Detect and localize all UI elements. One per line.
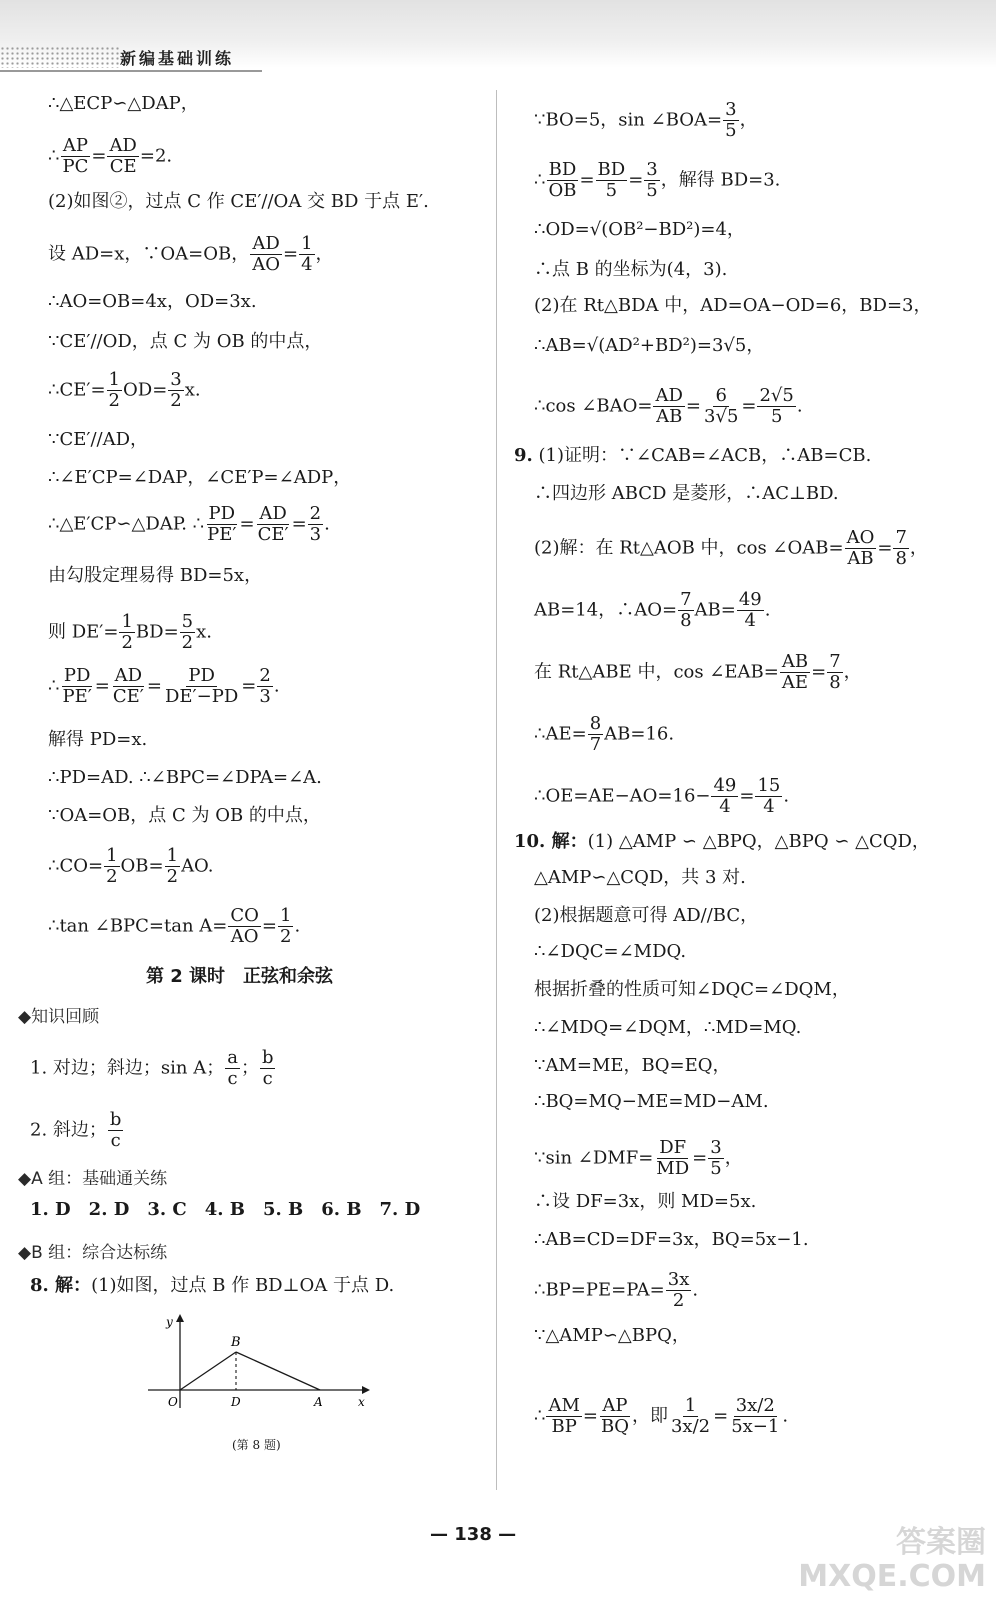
denominator: PE′ [207, 524, 237, 545]
denominator: PE′ [62, 686, 92, 707]
denominator: 5 [646, 180, 658, 201]
fraction [708, 1138, 723, 1179]
section-group-a: ◆A 组：基础通关练 [18, 1169, 168, 1189]
text: . [764, 599, 771, 621]
numerator: 1 [166, 845, 179, 866]
header-rule [0, 70, 262, 72]
fraction [711, 776, 738, 817]
fraction [104, 846, 119, 887]
text: OB= [120, 855, 164, 877]
denominator: BQ [600, 1416, 629, 1437]
numerator: 3 [725, 99, 737, 120]
text: BD= [135, 621, 179, 643]
text: ， [315, 243, 334, 265]
denominator: c [110, 1130, 121, 1151]
text: = [741, 395, 757, 417]
left-line-7 [48, 370, 201, 411]
numerator: AP [62, 135, 88, 156]
fraction [107, 370, 122, 411]
text: . [783, 785, 790, 807]
right-line-20: ∴BQ=MQ−ME=MD−AM. [534, 1091, 769, 1112]
fraction [893, 528, 908, 569]
denominator: 5 [605, 180, 618, 201]
numerator: a [227, 1047, 238, 1068]
denominator: CE′ [112, 686, 144, 707]
left-line-16: ∵OA=OB，点 C 为 OB 的中点， [48, 805, 321, 826]
denominator: BP [551, 1416, 577, 1437]
numerator: 1 [280, 905, 292, 926]
text: = [94, 675, 110, 697]
text: = [628, 169, 644, 191]
text: ∴ [534, 169, 546, 191]
text: x. [184, 379, 201, 401]
text: = [239, 513, 255, 535]
denominator: 2 [181, 632, 194, 653]
left-line-5: ∴AO=OB=4x，OD=3x. [48, 291, 257, 312]
fraction [757, 386, 795, 427]
numerator: AD [259, 503, 287, 524]
segment-BA [236, 1352, 320, 1390]
right-line-15: (2)根据题意可得 AD//BC， [534, 905, 759, 926]
label-D: D [231, 1395, 241, 1409]
fraction [737, 590, 764, 631]
question-8-line [30, 1274, 394, 1298]
label-y: y [166, 1315, 173, 1329]
denominator: 2 [108, 390, 120, 411]
section-group-b: ◆B 组：综合达标练 [18, 1243, 168, 1263]
right-line-16: ∴∠DQC=∠MDQ. [534, 941, 687, 962]
text: . [324, 513, 330, 535]
left-line-9: ∴∠E′CP=∠DAP，∠CE′P=∠ADP， [48, 467, 352, 488]
denominator: 7 [589, 734, 602, 755]
denominator: 2 [672, 1290, 685, 1311]
left-line-10 [48, 504, 330, 545]
denominator: 3 [259, 686, 271, 707]
text: 在 Rt△ABE 中，cos ∠EAB= [534, 661, 779, 683]
left-line-14: 解得 PD=x. [48, 729, 148, 750]
right-line-10 [534, 590, 770, 631]
text: AO. [181, 855, 214, 877]
fraction [299, 234, 314, 275]
text: ∴ [48, 675, 60, 697]
right-line-19: ∵AM=ME，BQ=EQ， [534, 1055, 731, 1076]
fraction [654, 1138, 691, 1179]
denominator: 4 [763, 796, 775, 817]
denominator: 2 [106, 866, 118, 887]
page-number-value: 138 [454, 1524, 492, 1545]
page-number: — 138 — [430, 1524, 517, 1545]
right-line-25: ∵△AMP∽△BPQ， [534, 1325, 690, 1346]
watermark-line-1: 答案圈 [896, 1525, 986, 1560]
text: = [811, 661, 827, 683]
numerator: 1 [108, 369, 120, 390]
fraction [546, 160, 578, 201]
left-line-3: (2)如图②，过点 C 作 CE′//OA 交 BD 于点 E′. [48, 191, 429, 212]
numerator: AB [781, 651, 809, 672]
denominator: AB [656, 406, 683, 427]
fraction [165, 846, 180, 887]
text: ∴CE′= [48, 379, 106, 401]
right-line-6: ∴AB=√(AD²+BD²)=3√5， [534, 335, 765, 356]
numerator: AO [846, 527, 875, 548]
fraction [729, 1396, 781, 1437]
denominator: PC [62, 156, 89, 177]
fraction [180, 612, 195, 653]
numerator: AD [109, 135, 137, 156]
numerator: AM [548, 1395, 580, 1416]
question-8-text: (1)如图，过点 B 作 BD⊥OA 于点 D. [91, 1275, 395, 1296]
text: ∵BO=5，sin ∠BOA= [534, 109, 723, 131]
numerator: 5 [181, 611, 194, 632]
question-9-text: ∵∠CAB=∠ACB，∴AB=CB. [618, 445, 872, 466]
header-dot-pattern [0, 46, 120, 68]
question-10-label: 10. 解： [514, 831, 588, 852]
denominator: OB [548, 180, 577, 201]
right-line-18: ∴∠MDQ=∠DQM，∴MD=MQ. [534, 1017, 802, 1038]
right-line-7 [534, 386, 803, 427]
text: = [579, 169, 595, 191]
right-line-1 [534, 100, 758, 141]
right-line-3: ∴OD=√(OB²−BD²)=4， [534, 219, 745, 240]
denominator: AO [252, 254, 280, 275]
question-8-label: 8. 解： [30, 1275, 92, 1296]
label-A: A [314, 1395, 323, 1409]
numerator: 1 [106, 845, 118, 866]
fraction [60, 666, 93, 707]
question-10-text: (1) △AMP ∽ △BPQ，△BPQ ∽ △CQD， [587, 831, 930, 852]
fraction [546, 1396, 581, 1437]
label-B: B [231, 1335, 241, 1350]
numerator: DF [659, 1137, 687, 1158]
right-line-8: ∴四边形 ABCD 是菱形，∴AC⊥BD. [534, 483, 839, 504]
column-divider [496, 90, 497, 1490]
text: ∴CO= [48, 855, 104, 877]
fraction [845, 528, 877, 569]
denominator: 3 [309, 524, 322, 545]
left-line-18 [48, 906, 300, 947]
denominator: 5 [770, 406, 783, 427]
right-line-23: ∴AB=CD=DF=3x，BQ=5x−1. [534, 1229, 809, 1250]
numerator: PD [188, 665, 215, 686]
fraction [644, 160, 659, 201]
text: 1. 对边；斜边；sin A； [30, 1057, 225, 1079]
numerator: 1 [121, 611, 133, 632]
denominator: c [227, 1068, 238, 1089]
denominator: c [262, 1068, 273, 1089]
fraction [599, 1396, 631, 1437]
text: AB= [694, 599, 736, 621]
fraction [755, 776, 782, 817]
denominator: 8 [895, 548, 907, 569]
text: 2. 斜边； [30, 1119, 107, 1141]
fraction [250, 234, 282, 275]
fraction [596, 160, 628, 201]
text: ，即 [631, 1405, 668, 1427]
left-line-4 [48, 234, 334, 275]
text: ， [739, 109, 758, 131]
fraction [257, 666, 272, 707]
right-line-4: ∴点 B 的坐标为(4，3). [534, 259, 728, 280]
fraction [119, 612, 134, 653]
fraction [256, 504, 291, 545]
right-line-11 [534, 652, 862, 693]
right-line-17: 根据折叠的性质可知∠DQC=∠DQM， [534, 979, 850, 1000]
text: (2)解：在 Rt△AOB 中，cos ∠OAB= [534, 537, 844, 559]
question-9-line [514, 444, 871, 468]
text: = [692, 1147, 708, 1169]
denominator: DE′−PD [164, 686, 239, 707]
group-a-answers: 1. D 2. D 3. C 4. B 5. B 6. B 7. D [30, 1199, 421, 1220]
text: x. [196, 621, 212, 643]
text: = [241, 675, 257, 697]
question-9-proof-label: (1)证明： [538, 445, 619, 466]
numerator: b [109, 1109, 122, 1130]
numerator: 6 [715, 385, 727, 406]
numerator: b [261, 1047, 274, 1068]
watermark-line-2: MXQE.COM [798, 1559, 986, 1594]
text: ∴ [534, 1405, 546, 1427]
denominator: 8 [829, 672, 841, 693]
denominator: 2 [166, 866, 179, 887]
numerator: 2 [309, 503, 322, 524]
fraction [669, 1396, 712, 1437]
text: ∴BP=PE=PA= [534, 1279, 665, 1301]
fraction [588, 714, 603, 755]
segment-OB [180, 1352, 236, 1390]
numerator: 1 [684, 1395, 697, 1416]
denominator: 4 [719, 796, 731, 817]
text: = [877, 537, 893, 559]
fraction [163, 666, 240, 707]
denominator: 2 [121, 632, 133, 653]
right-line-24 [534, 1270, 698, 1311]
numerator: BD [597, 159, 626, 180]
text: . [692, 1279, 699, 1301]
fraction [780, 652, 810, 693]
fraction [228, 906, 261, 947]
text: = [685, 395, 702, 417]
numerator: 3 [170, 369, 182, 390]
text: ∴tan ∠BPC=tan A= [48, 915, 228, 937]
right-line-26 [534, 1396, 788, 1437]
text: . [782, 1405, 789, 1427]
denominator: 2 [170, 390, 182, 411]
text: ， [843, 661, 862, 683]
fraction [653, 386, 684, 427]
denominator: AO [230, 926, 259, 947]
fraction [678, 590, 693, 631]
denominator: 5 [725, 120, 737, 141]
knowledge-answer-2 [30, 1110, 124, 1151]
left-line-11: 由勾股定理易得 BD=5x， [48, 565, 263, 586]
fraction [107, 136, 138, 177]
section-knowledge-review: ◆知识回顾 [18, 1007, 100, 1027]
text: ，解得 BD=3. [660, 169, 781, 191]
denominator: CE [109, 156, 137, 177]
numerator: AD [252, 233, 280, 254]
text: 则 DE′= [48, 621, 119, 643]
left-line-13 [48, 666, 280, 707]
fraction [308, 504, 323, 545]
numerator: 3 [646, 159, 658, 180]
text: ； [240, 1057, 259, 1079]
header-title: 新编基础训练 [120, 49, 235, 68]
y-axis-arrow-icon [176, 1314, 184, 1322]
numerator: 2 [259, 665, 271, 686]
text: ∴cos ∠BAO= [534, 395, 653, 417]
left-line-12 [48, 612, 212, 653]
denominator: 2 [280, 926, 292, 947]
left-line-1: ∴△ECP∽△DAP， [48, 93, 199, 114]
numerator: BD [548, 159, 577, 180]
text: = [261, 915, 277, 937]
fraction [666, 1270, 692, 1311]
text: ∴AE= [534, 723, 587, 745]
fraction [827, 652, 842, 693]
left-line-17 [48, 846, 214, 887]
right-line-22: ∴设 DF=3x，则 MD=5x. [534, 1191, 757, 1212]
fraction [225, 1048, 240, 1089]
text: = [713, 1405, 729, 1427]
text: ∵sin ∠DMF= [534, 1147, 654, 1169]
text: 设 AD=x，∵OA=OB， [48, 243, 250, 265]
numerator: 3 [710, 1137, 722, 1158]
fraction [278, 906, 293, 947]
text: OD= [123, 379, 168, 401]
text: = [146, 675, 162, 697]
text: . [294, 915, 301, 937]
x-axis-arrow-icon [362, 1386, 370, 1394]
question-10-line [514, 830, 930, 854]
numerator: 7 [680, 589, 692, 610]
text: = [282, 243, 299, 265]
text: ∴OE=AE−AO=16− [534, 785, 711, 807]
denominator: AE [781, 672, 809, 693]
denominator: 5 [710, 1158, 722, 1179]
numerator: 3x/2 [735, 1395, 775, 1416]
text: ∴△E′CP∽△DAP. ∴ [48, 513, 205, 535]
text: ∴ [48, 145, 60, 167]
text: AB=14，∴AO= [534, 599, 678, 621]
numerator: 49 [713, 775, 737, 796]
denominator: AB [847, 548, 874, 569]
denominator: 5x−1 [731, 1416, 780, 1437]
numerator: AD [655, 385, 683, 406]
numerator: 8 [589, 713, 602, 734]
denominator: 3√5 [704, 406, 739, 427]
fraction [60, 136, 90, 177]
denominator: 4 [744, 610, 756, 631]
right-line-2 [534, 160, 780, 201]
right-line-13 [534, 776, 789, 817]
left-line-15: ∴PD=AD. ∴∠BPC=∠DPA=∠A. [48, 767, 322, 788]
figure-caption: (第 8 题) [232, 1438, 281, 1452]
fraction [111, 666, 146, 707]
text: ， [724, 1147, 743, 1169]
left-line-8: ∵CE′//AD， [48, 429, 149, 450]
text: . [796, 395, 803, 417]
numerator: 7 [895, 527, 907, 548]
denominator: MD [656, 1158, 690, 1179]
watermark [798, 1526, 986, 1594]
right-line-5: (2)在 Rt△BDA 中，AD=OA−OD=6，BD=3， [534, 295, 932, 316]
numerator: 3x [667, 1269, 690, 1290]
fraction [108, 1110, 124, 1151]
left-line-6: ∵CE′//OD，点 C 为 OB 的中点， [48, 331, 323, 352]
numerator: AD [114, 665, 143, 686]
denominator: CE′ [257, 524, 289, 545]
left-line-2 [48, 136, 172, 177]
figure-q8 [140, 1312, 380, 1412]
numerator: CO [230, 905, 259, 926]
denominator: 4 [301, 254, 313, 275]
fraction [205, 504, 238, 545]
numerator: 49 [738, 589, 762, 610]
text: = [582, 1405, 598, 1427]
numerator: 15 [757, 775, 781, 796]
text: ， [909, 537, 928, 559]
right-line-12 [534, 714, 674, 755]
numerator: 7 [829, 651, 841, 672]
text: = [739, 785, 755, 807]
right-line-21 [534, 1138, 743, 1179]
right-line-14: △AMP∽△CQD，共 3 对. [534, 867, 746, 888]
numerator: 2√5 [759, 385, 794, 406]
text: . [273, 675, 280, 697]
knowledge-answer-1 [30, 1048, 276, 1089]
label-x: x [358, 1395, 365, 1409]
lesson-title: 第 2 课时 正弦和余弦 [146, 966, 334, 987]
text: = [91, 145, 107, 167]
text: = [291, 513, 307, 535]
fraction [168, 370, 183, 411]
fraction [702, 386, 740, 427]
question-9-label: 9. [514, 445, 533, 466]
numerator: PD [63, 665, 91, 686]
denominator: 3x/2 [670, 1416, 711, 1437]
numerator: 1 [301, 233, 313, 254]
denominator: 8 [680, 610, 692, 631]
fraction [260, 1048, 276, 1089]
fraction [723, 100, 738, 141]
text: AB=16. [604, 723, 675, 745]
text: =2. [139, 145, 173, 167]
numerator: PD [208, 503, 236, 524]
numerator: AP [602, 1395, 628, 1416]
label-O: O [168, 1395, 178, 1409]
right-line-9 [534, 528, 928, 569]
